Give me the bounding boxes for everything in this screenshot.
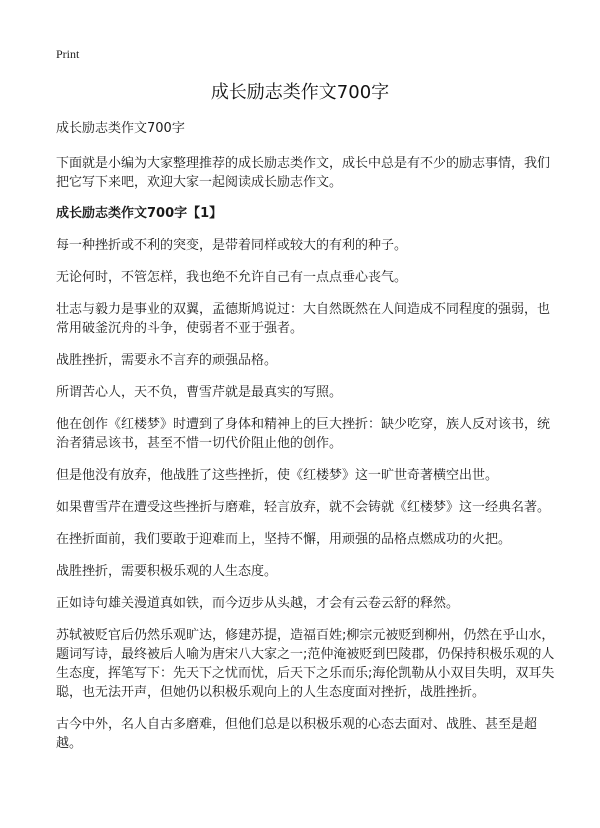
paragraph: 古今中外，名人自古多磨难，但他们总是以积极乐观的心态去面对、战胜、甚至是超越。 <box>56 717 538 751</box>
paragraph: 在挫折面前，我们要敢于迎难而上，坚持不懈，用顽强的品格点燃成功的火把。 <box>56 532 512 547</box>
print-link[interactable]: Print <box>56 47 80 61</box>
paragraph: 所谓苦心人，天不负，曹雪芹就是最真实的写照。 <box>56 385 343 400</box>
section-heading: 成长励志类作文700字【1】 <box>56 206 223 221</box>
paragraph: 每一种挫折或不利的突变，是带着同样或较大的有利的种子。 <box>56 238 408 253</box>
paragraph: 苏轼被贬官后仍然乐观旷达，修建苏提，造福百姓;柳宗元被贬到柳州，仍然在乎山水，题词写诗，最终被后人喻为唐宋八大家之一;范仲淹被贬到巴陵郡，仍保持积极乐观的人生态度，挥笔写下：先天下之忧而忧，后天下之乐而乐;海伦凯勒从小双目失明，双耳失聪，也无法开声，但她仍以积极乐观向上的人生态度面对挫折，战胜挫折。 <box>56 628 555 700</box>
paragraph: 战胜挫折，需要永不言弃的顽强品格。 <box>56 353 278 368</box>
paragraph: 无论何时，不管怎样，我也绝不允许自己有一点点垂心丧气。 <box>56 270 408 285</box>
paragraph: 壮志与毅力是事业的双翼，孟德斯鸠说过：大自然既然在人间造成不同程度的强弱，也常用破釜沉舟的斗争，使弱者不亚于强者。 <box>56 302 551 336</box>
paragraph: 他在创作《红楼梦》时遭到了身体和精神上的巨大挫折：缺少吃穿，族人反对该书，统治者猜忌该书，甚至不惜一切代价阻止他的创作。 <box>56 417 551 451</box>
page-title: 成长励志类作文700字 <box>210 82 390 103</box>
paragraph: 但是他没有放弃，他战胜了这些挫折，使《红楼梦》这一旷世奇著横空出世。 <box>56 468 499 483</box>
paragraph: 正如诗句雄关漫道真如铁，而今迈步从头越，才会有云卷云舒的释然。 <box>56 596 460 611</box>
intro-paragraph: 下面就是小编为大家整理推荐的成长励志类作文，成长中总是有不少的励志事情，我们把它写下来吧，欢迎大家一起阅读成长励志作文。 <box>56 156 551 190</box>
article-subtitle: 成长励志类作文700字 <box>56 121 185 136</box>
article-body <box>56 120 556 766</box>
paragraph: 如果曹雪芹在遭受这些挫折与磨难，轻言放弃，就不会铸就《红楼梦》这一经典名著。 <box>56 500 551 515</box>
paragraph: 战胜挫折，需要积极乐观的人生态度。 <box>56 564 278 579</box>
